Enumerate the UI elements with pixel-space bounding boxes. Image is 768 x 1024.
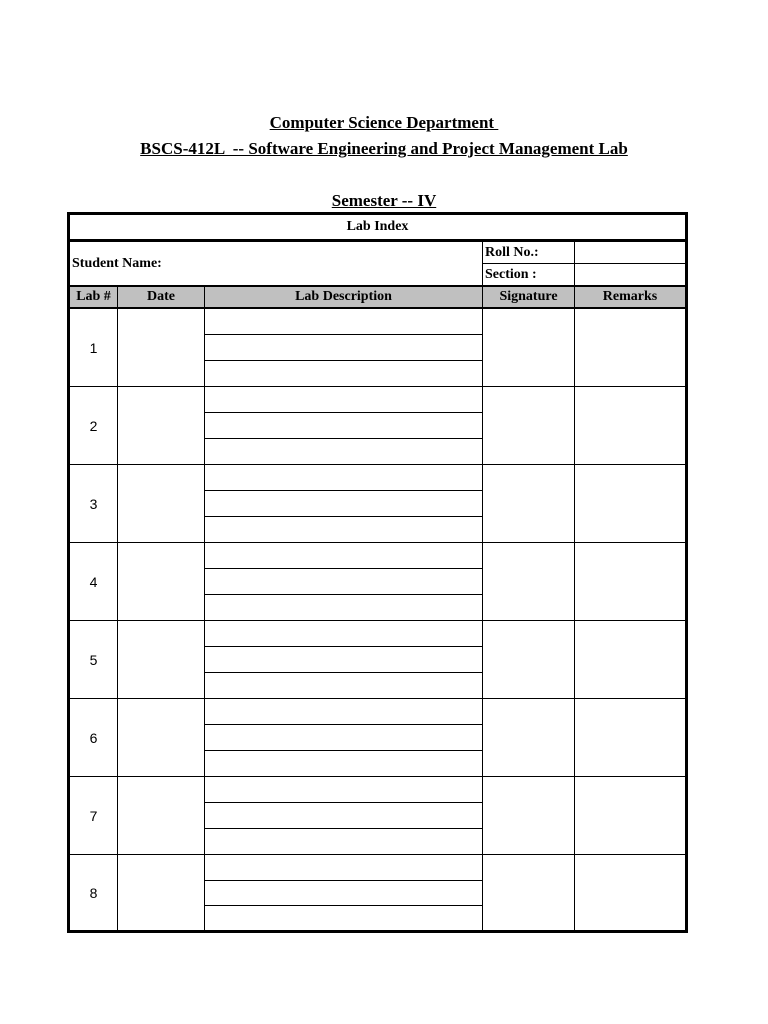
- description-line[interactable]: [205, 361, 483, 387]
- description-line[interactable]: [205, 699, 483, 725]
- signature-cell[interactable]: [483, 699, 575, 777]
- course-heading: [0, 139, 768, 159]
- description-line[interactable]: [205, 881, 483, 906]
- date-cell[interactable]: [118, 777, 205, 855]
- description-line[interactable]: [205, 803, 483, 829]
- signature-cell[interactable]: [483, 308, 575, 387]
- section-label: Section :: [483, 264, 575, 287]
- remarks-cell[interactable]: [575, 465, 687, 543]
- description-line[interactable]: [205, 621, 483, 647]
- description-line[interactable]: [205, 465, 483, 491]
- description-line[interactable]: [205, 517, 483, 543]
- lab-number: 4: [69, 543, 118, 621]
- signature-cell[interactable]: [483, 621, 575, 699]
- date-cell[interactable]: [118, 308, 205, 387]
- table-row: [69, 543, 687, 569]
- date-cell[interactable]: [118, 387, 205, 465]
- semester-text: Semester -- IV: [331, 191, 437, 210]
- description-line[interactable]: [205, 647, 483, 673]
- description-line[interactable]: [205, 413, 483, 439]
- student-name-field[interactable]: Student Name:: [69, 241, 483, 287]
- description-line[interactable]: [205, 543, 483, 569]
- lab-number: 6: [69, 699, 118, 777]
- remarks-cell[interactable]: [575, 777, 687, 855]
- date-cell[interactable]: [118, 855, 205, 932]
- course-text: BSCS-412L -- Software Engineering and Project Management Lab: [140, 139, 628, 158]
- table-row: [69, 465, 687, 491]
- lab-number: 3: [69, 465, 118, 543]
- col-header-remarks: Remarks: [575, 286, 687, 308]
- table-row: [69, 777, 687, 803]
- column-header-row: [69, 286, 687, 308]
- col-header-date: Date: [118, 286, 205, 308]
- semester-heading: [0, 191, 768, 211]
- remarks-cell[interactable]: [575, 308, 687, 387]
- table-row: [69, 855, 687, 881]
- date-cell[interactable]: [118, 621, 205, 699]
- department-text: Computer Science Department: [269, 113, 499, 132]
- description-line[interactable]: [205, 855, 483, 881]
- col-header-description: Lab Description: [205, 286, 483, 308]
- description-line[interactable]: [205, 308, 483, 335]
- section-field[interactable]: [575, 264, 687, 287]
- lab-number: 5: [69, 621, 118, 699]
- lab-number: 7: [69, 777, 118, 855]
- description-line[interactable]: [205, 751, 483, 777]
- table-title: Lab Index: [69, 214, 687, 241]
- description-line[interactable]: [205, 335, 483, 361]
- description-line[interactable]: [205, 829, 483, 855]
- date-cell[interactable]: [118, 699, 205, 777]
- description-line[interactable]: [205, 906, 483, 932]
- table-row: [69, 387, 687, 413]
- roll-no-field[interactable]: [575, 241, 687, 264]
- date-cell[interactable]: [118, 543, 205, 621]
- description-line[interactable]: [205, 777, 483, 803]
- lab-number: 2: [69, 387, 118, 465]
- signature-cell[interactable]: [483, 543, 575, 621]
- signature-cell[interactable]: [483, 777, 575, 855]
- description-line[interactable]: [205, 387, 483, 413]
- remarks-cell[interactable]: [575, 543, 687, 621]
- signature-cell[interactable]: [483, 387, 575, 465]
- date-cell[interactable]: [118, 465, 205, 543]
- description-line[interactable]: [205, 439, 483, 465]
- lab-number: 1: [69, 308, 118, 387]
- remarks-cell[interactable]: [575, 621, 687, 699]
- roll-no-label: Roll No.:: [483, 241, 575, 264]
- col-header-signature: Signature: [483, 286, 575, 308]
- table-row: [69, 621, 687, 647]
- remarks-cell[interactable]: [575, 855, 687, 932]
- signature-cell[interactable]: [483, 465, 575, 543]
- description-line[interactable]: [205, 673, 483, 699]
- signature-cell[interactable]: [483, 855, 575, 932]
- table-row: [69, 699, 687, 725]
- col-header-lab-no: Lab #: [69, 286, 118, 308]
- description-line[interactable]: [205, 569, 483, 595]
- description-line[interactable]: [205, 595, 483, 621]
- table-row: [69, 308, 687, 335]
- description-line[interactable]: [205, 491, 483, 517]
- remarks-cell[interactable]: [575, 387, 687, 465]
- remarks-cell[interactable]: [575, 699, 687, 777]
- lab-index-table: [67, 212, 688, 933]
- lab-number: 8: [69, 855, 118, 932]
- department-heading: [0, 113, 768, 133]
- description-line[interactable]: [205, 725, 483, 751]
